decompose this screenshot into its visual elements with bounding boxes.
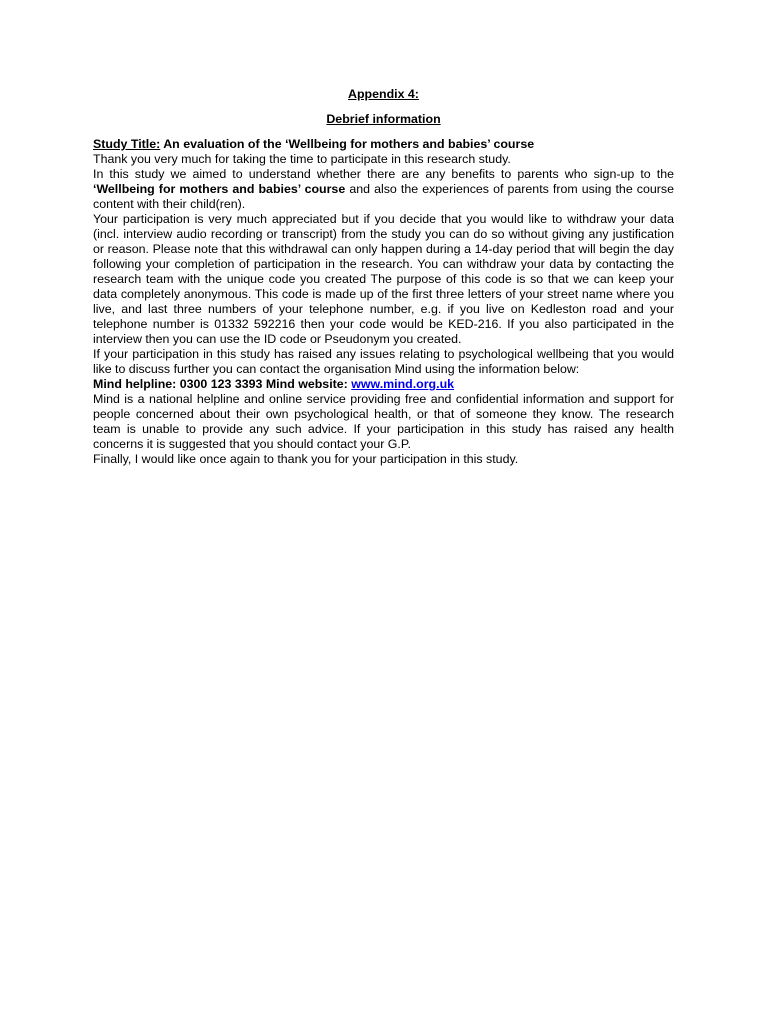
document-page [93, 87, 674, 467]
aim-text-before: In this study we aimed to understand whether there are any benefits to parents who sign-up to the [93, 167, 674, 181]
debrief-heading [93, 112, 674, 127]
helpline-text: Mind helpline: 0300 123 3393 Mind website: [93, 377, 352, 391]
aim-paragraph [93, 167, 674, 212]
finally-paragraph: Finally, I would like once again to thank you for your participation in this study. [93, 452, 519, 466]
thanks-paragraph: Thank you very much for taking the time to participate in this research study. [93, 152, 511, 166]
appendix-label: Appendix 4: [348, 87, 419, 101]
mind-info-paragraph: Mind is a national helpline and online service providing free and confidential information and support for people concerned about their own psychological health, or that of someone they know. The research team is unable to provide any such advice. If your participation in this study has raised any health concerns it is suggested that you should contact your G.P. [93, 392, 674, 451]
study-title [93, 137, 674, 152]
mind-website-link[interactable]: www.mind.org.uk [351, 377, 455, 391]
course-name: ‘Wellbeing for mothers and babies’ course [93, 182, 346, 196]
aim-text-after: and also the experiences of parents from using the course content with their child(ren). [93, 182, 674, 211]
issues-paragraph: If your participation in this study has raised any issues relating to psychological wellbeing that you would like to discuss further you can contact the organisation Mind using the information below: [93, 347, 674, 376]
appendix-heading [93, 87, 674, 102]
study-title-label: Study Title: [93, 137, 161, 151]
helpline-line [93, 377, 674, 392]
withdraw-paragraph: Your participation is very much appreciated but if you decide that you would like to withdraw your data (incl. interview audio recording or transcript) from the study you can do so without giving any justification or reason. Please note that this withdrawal can only happen during a 14-day period that will begin the day following your completion of participation in the research. You can withdraw your data by contacting the research team with the unique code you created The purpose of this code is so that we can keep your data completely anonymous. This code is made up of the first three letters of your street name where you live, and last three numbers of your telephone number, e.g. if you live on Kedleston road and your telephone number is 01332 592216 then your code would be KED-216. If you also participated in the interview then you can use the ID code or Pseudonym you created. [93, 212, 674, 346]
debrief-label: Debrief information [326, 112, 441, 126]
study-title-text: An evaluation of the ‘Wellbeing for mothers and babies’ course [160, 137, 535, 151]
